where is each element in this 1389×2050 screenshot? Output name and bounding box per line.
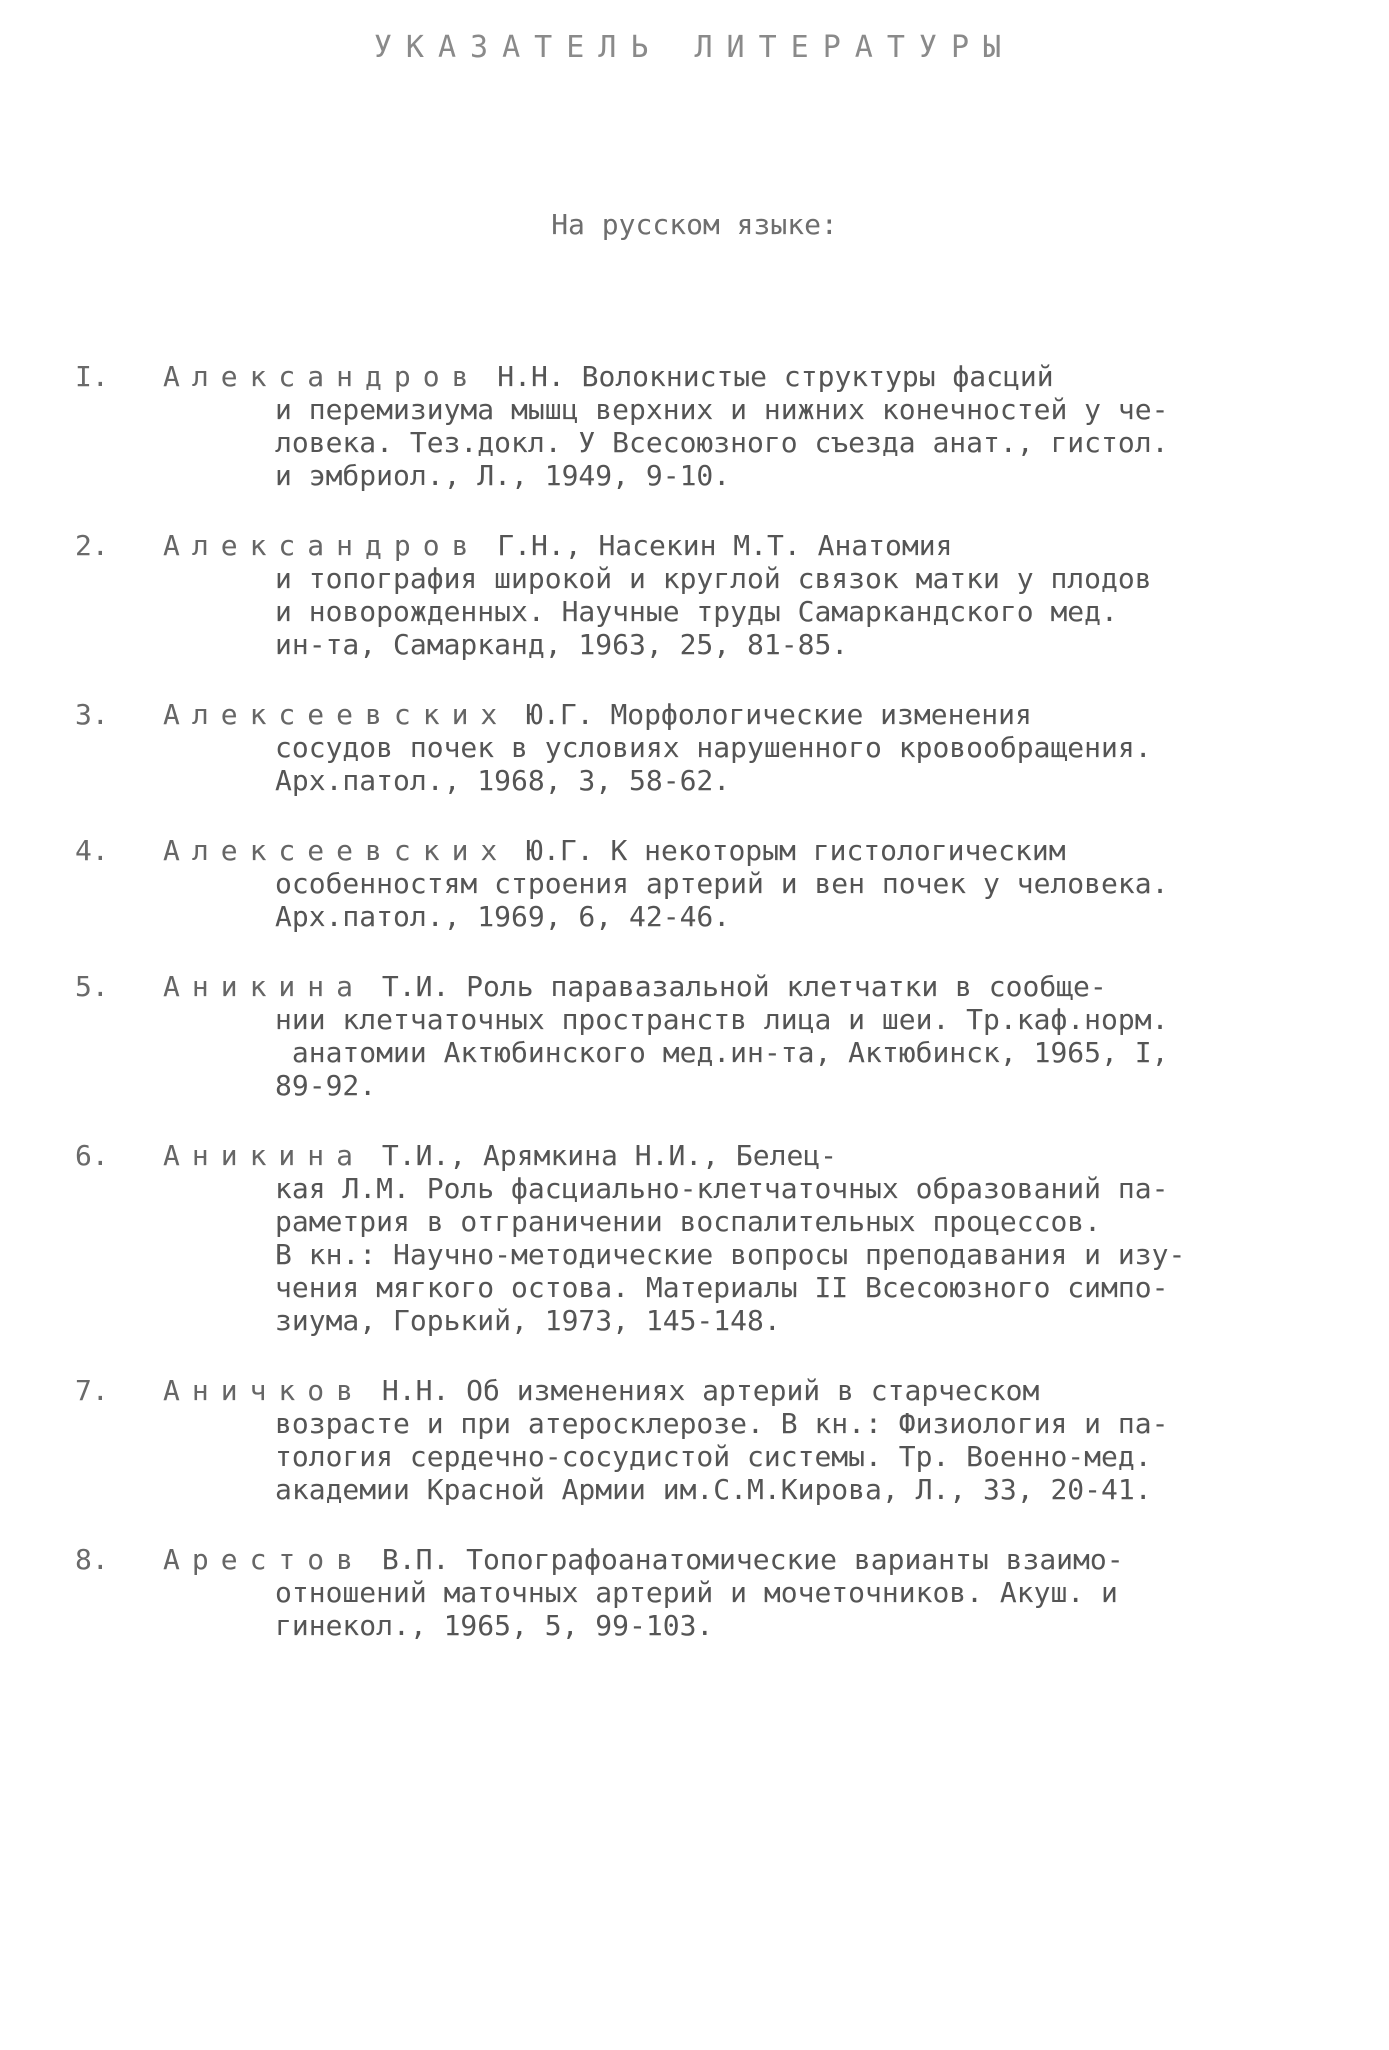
reference-first-line <box>163 1374 1305 1407</box>
reference-continuation: возрасте и при атеросклерозе. В кн.: Физиология и па- тология сердечно-сосудистой системы. Тр. Военно-мед. академии Красной Армии им.С.М.Кирова, Л., 33, 20-41. <box>275 1407 1169 1506</box>
reference-item <box>75 529 1315 661</box>
reference-author: Алексеевских <box>163 698 510 731</box>
reference-number: I. <box>75 360 109 393</box>
reference-first-line-rest: Ю.Г. К некоторым гистологическим <box>526 834 1066 867</box>
reference-continuation: отношений маточных артерий и мочеточников. Акуш. и гинекол., 1965, 5, 99-103. <box>275 1576 1118 1642</box>
reference-first-line <box>163 834 1305 867</box>
reference-number: 4. <box>75 834 109 867</box>
reference-item <box>75 1543 1315 1642</box>
reference-first-line-rest: Т.И., Арямкина Н.И., Белец- <box>381 1139 838 1172</box>
reference-continuation: особенностям строения артерий и вен почек у человека. Арх.патол., 1969, 6, 42-46. <box>275 867 1169 933</box>
reference-first-line-rest: Т.И. Роль паравазальной клетчатки в сообще- <box>381 970 1107 1003</box>
reference-continuation: кая Л.М. Роль фасциально-клетчаточных образований па- раметрия в отграничении воспалительных процессов. В кн.: Научно-методические вопросы преподавания и изу- чения мягкого остова. Материалы II Всесоюзного симпо- зиума, Горький, 1973, 145-148. <box>275 1172 1186 1337</box>
reference-first-line <box>163 698 1305 731</box>
reference-item <box>75 1374 1315 1506</box>
reference-item <box>75 834 1315 933</box>
reference-number: 6. <box>75 1139 109 1172</box>
reference-body <box>163 834 1315 933</box>
reference-number: 7. <box>75 1374 109 1407</box>
reference-continuation: и топография широкой и круглой связок матки у плодов и новорожденных. Научные труды Самаркандского мед. ин-та, Самарканд, 1963, 25, 81-85. <box>275 562 1152 661</box>
reference-body <box>163 1543 1315 1642</box>
reference-item <box>75 360 1315 492</box>
reference-continuation: нии клетчаточных пространств лица и шеи. Тр.каф.норм. анатомии Актюбинского мед.ин-та, Актюбинск, 1965, I, 89-92. <box>275 1003 1169 1102</box>
reference-item <box>75 698 1315 797</box>
reference-first-line-rest: В.П. Топографоанатомические варианты взаимо- <box>381 1543 1124 1576</box>
reference-continuation: сосудов почек в условиях нарушенного кровообращения. Арх.патол., 1968, 3, 58-62. <box>275 731 1152 797</box>
reference-body <box>163 698 1315 797</box>
reference-first-line <box>163 529 1305 562</box>
reference-author: Александров <box>163 529 481 562</box>
reference-body <box>163 1374 1315 1506</box>
reference-body <box>163 970 1315 1102</box>
reference-number: 8. <box>75 1543 109 1576</box>
reference-continuation: и перемизиума мышц верхних и нижних конечностей у че- ловека. Тез.докл. У Всесоюзного съезда анат., гистол. и эмбриол., Л., 1949, 9-10. <box>275 393 1169 492</box>
reference-author: Алексеевских <box>163 834 510 867</box>
reference-author: Арестов <box>163 1543 366 1576</box>
reference-body <box>163 360 1315 492</box>
reference-item <box>75 970 1315 1102</box>
reference-body <box>163 1139 1315 1337</box>
reference-first-line-rest: Н.Н. Волокнистые структуры фасций <box>497 360 1054 393</box>
reference-first-line-rest: Н.Н. Об изменениях артерий в старческом <box>381 1374 1040 1407</box>
reference-number: 2. <box>75 529 109 562</box>
reference-list <box>75 360 1315 1679</box>
reference-first-line <box>163 1543 1305 1576</box>
reference-item <box>75 1139 1315 1337</box>
reference-number: 5. <box>75 970 109 1003</box>
reference-first-line <box>163 1139 1305 1172</box>
reference-author: Аничков <box>163 1374 366 1407</box>
reference-first-line-rest: Ю.Г. Морфологические изменения <box>526 698 1032 731</box>
reference-author: Аникина <box>163 1139 366 1172</box>
reference-first-line <box>163 970 1305 1003</box>
document-title: УКАЗАТЕЛЬ ЛИТЕРАТУРЫ <box>373 30 1016 65</box>
reference-number: 3. <box>75 698 109 731</box>
section-heading: На русском языке: <box>551 208 838 241</box>
reference-author: Аникина <box>163 970 366 1003</box>
reference-first-line-rest: Г.Н., Насекин М.Т. Анатомия <box>497 529 953 562</box>
reference-first-line <box>163 360 1305 393</box>
reference-body <box>163 529 1315 661</box>
reference-author: Александров <box>163 360 481 393</box>
